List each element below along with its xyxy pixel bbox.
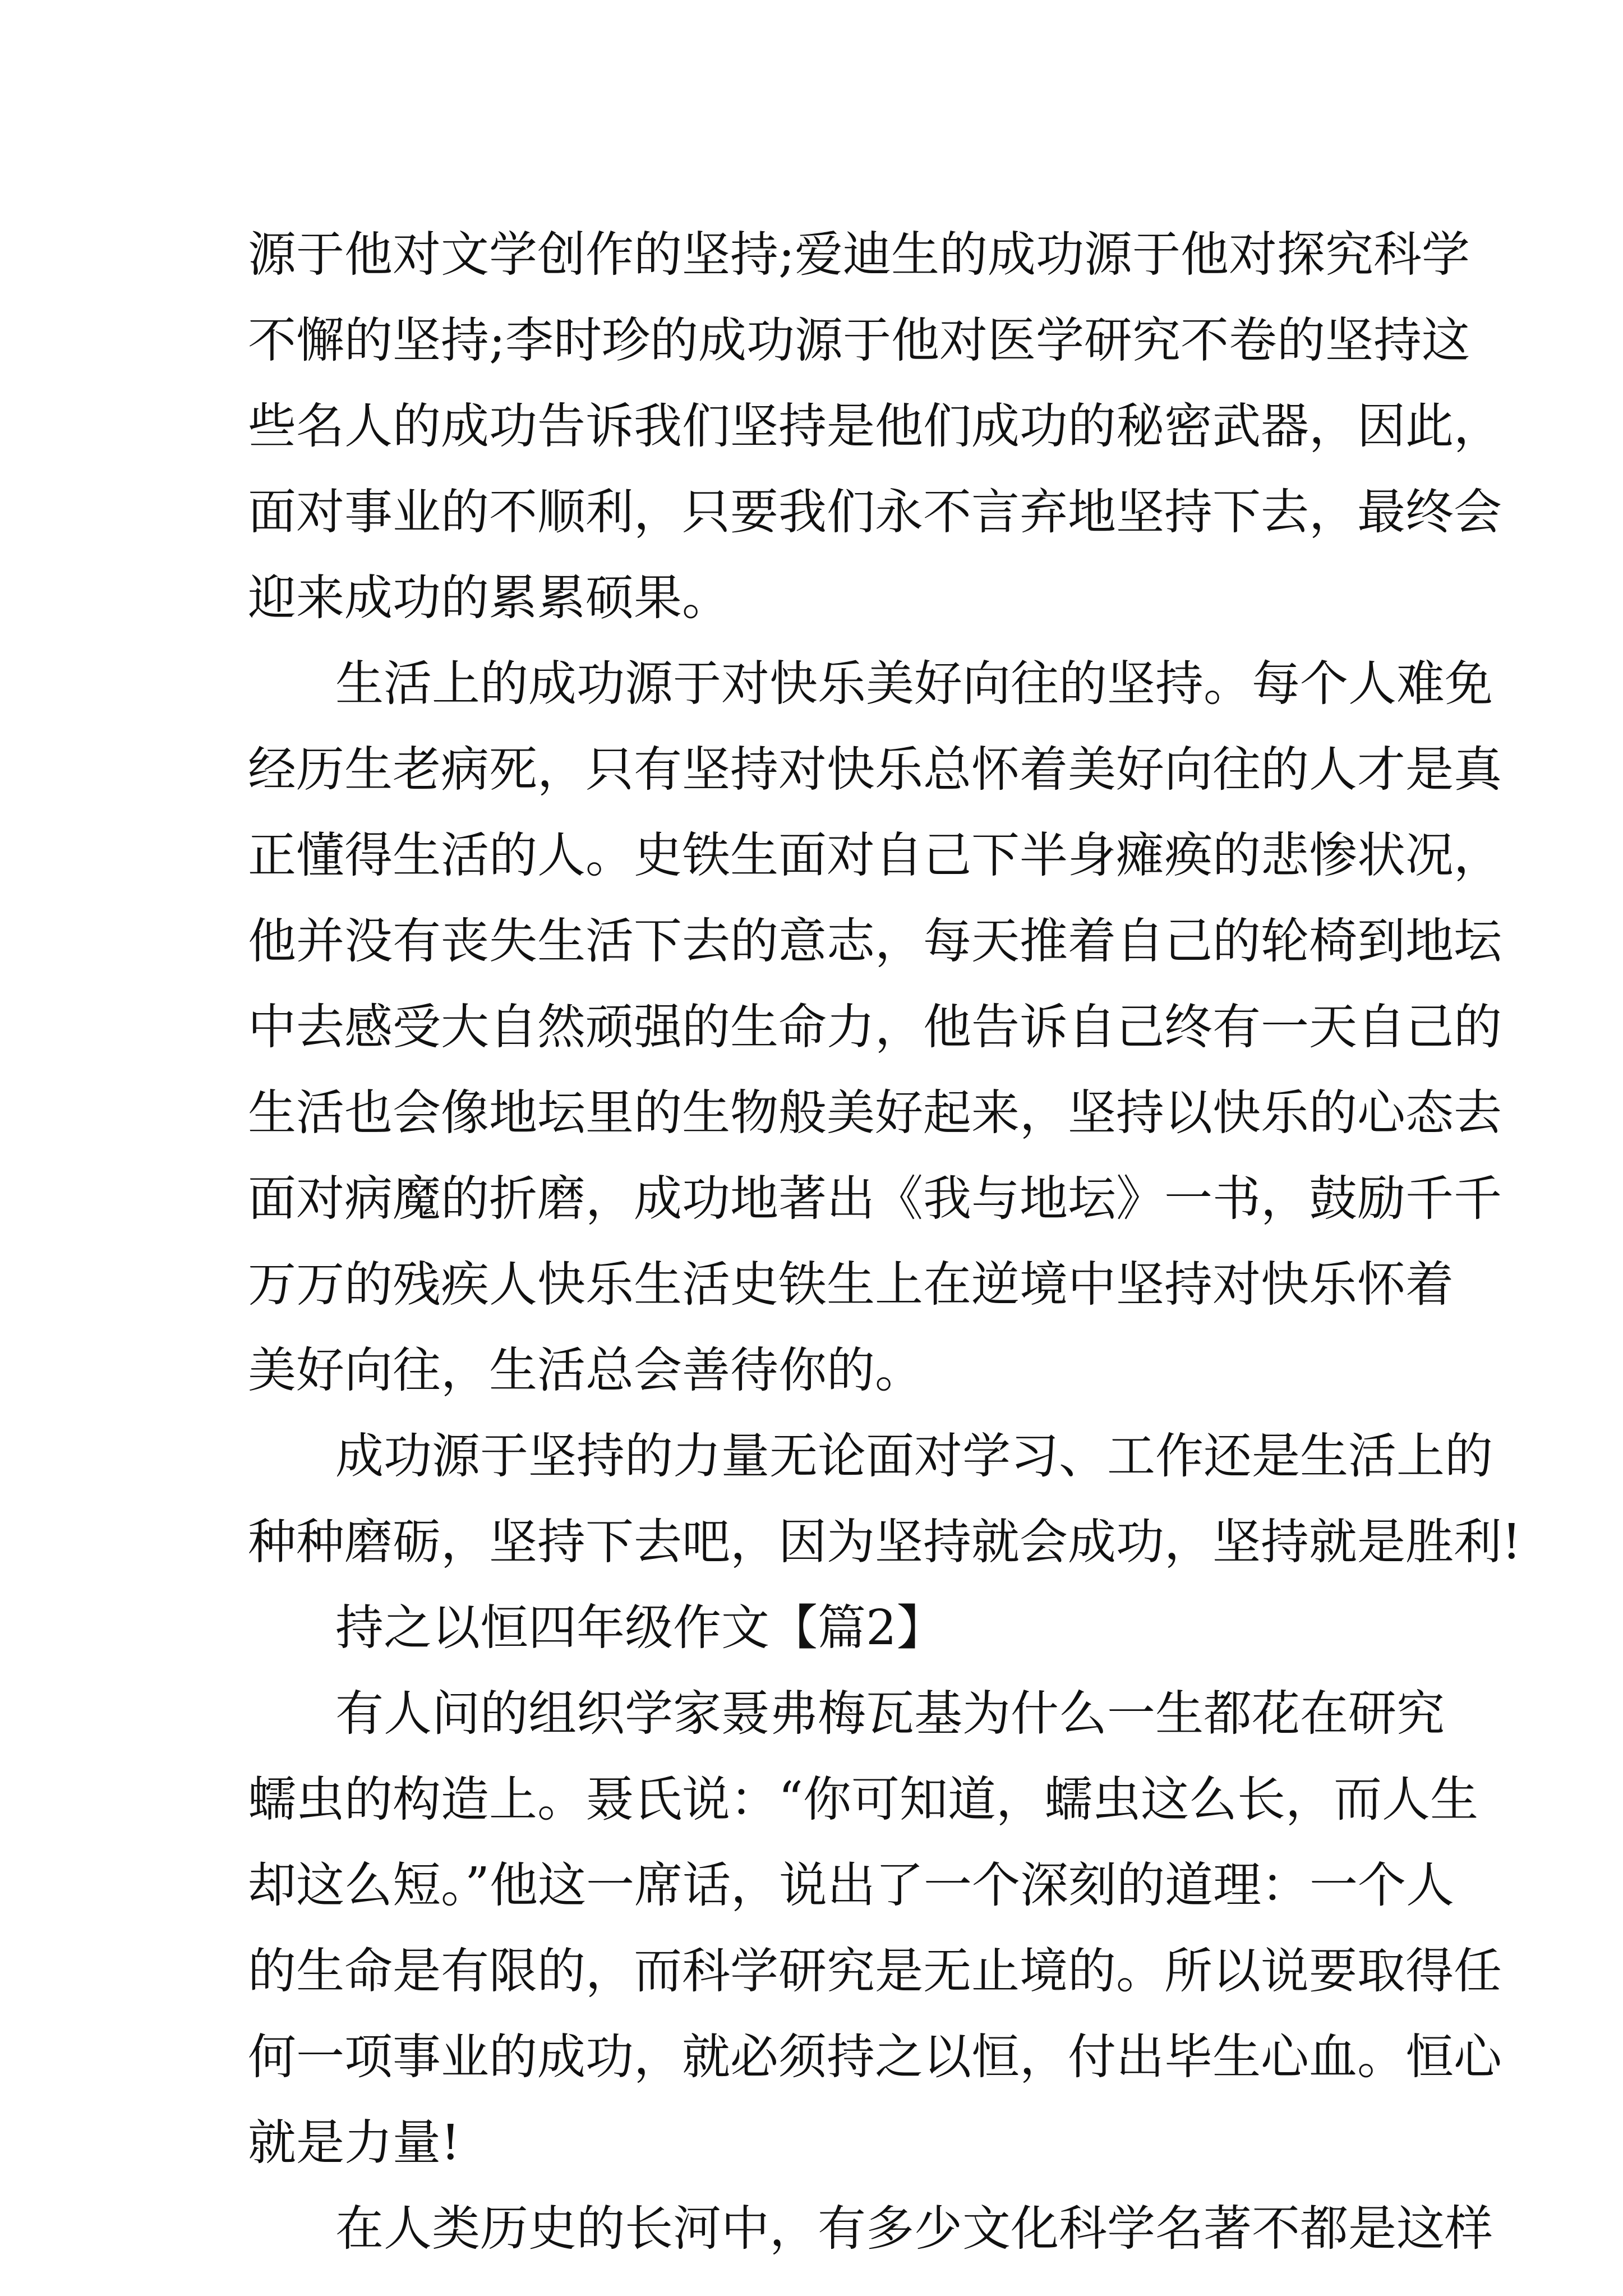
text-line: 经历生老病死，只有坚持对快乐总怀着美好向往的人才是真 (248, 742, 1502, 798)
text-line: 的生命是有限的，而科学研究是无止境的。所以说要取得任 (248, 1943, 1502, 1999)
paragraph-conclusion (248, 1414, 1521, 1585)
text-line: 万万的残疾人快乐生活史铁生上在逆境中坚持对快乐怀着 (248, 1257, 1454, 1313)
text-line: 面对病魔的折磨，成功地著出《我与地坛》一书，鼓励千千 (248, 1171, 1502, 1227)
text-line: 种种磨砺，坚持下去吧，因为坚持就会成功，坚持就是胜利! (248, 1514, 1521, 1570)
text-line: 蠕虫的构造上。聂氏说：“你可知道，蠕虫这么长，而人生 (248, 1772, 1478, 1828)
body-text (248, 212, 1521, 2272)
paragraph-history (248, 2186, 1493, 2272)
text-line: 不懈的坚持;李时珍的成功源于他对医学研究不卷的坚持这 (248, 312, 1470, 369)
section-title: 持之以恒四年级作文【篇2】 (335, 1600, 945, 1656)
text-line: 何一项事业的成功，就必须持之以恒，付出毕生心血。恒心 (248, 2029, 1502, 2085)
text-line: 生活上的成功源于对快乐美好向往的坚持。每个人难免 (335, 656, 1493, 712)
text-line: 生活也会像地坛里的生物般美好起来，坚持以快乐的心态去 (248, 1085, 1502, 1141)
paragraph-success-of-famous-people (248, 212, 1502, 641)
text-line: 源于他对文学创作的坚持;爱迪生的成功源于他对探究科学 (248, 227, 1470, 283)
text-line: 有人问的组织学家聂弗梅瓦基为什么一生都花在研究 (335, 1686, 1445, 1742)
section-heading (248, 1585, 1403, 1671)
text-line: 正懂得生活的人。史铁生面对自己下半身瘫痪的悲惨状况， (248, 827, 1502, 884)
text-line: 就是力量! (248, 2115, 460, 2171)
text-line: 他并没有丧失生活下去的意志，每天推着自己的轮椅到地坛 (248, 913, 1502, 969)
paragraph-life-success (248, 641, 1502, 1414)
text-line: 在人类历史的长河中，有多少文化科学名著不都是这样 (335, 2201, 1493, 2257)
paragraph-earthworm-story (248, 1671, 1502, 2186)
text-line: 却这么短。”他这一席话，说出了一个深刻的道理：一个人 (248, 1857, 1454, 1913)
text-line: 成功源于坚持的力量无论面对学习、工作还是生活上的 (335, 1428, 1493, 1484)
text-line: 迎来成功的累累硕果。 (248, 570, 730, 626)
text-line: 中去感受大自然顽强的生命力，他告诉自己终有一天自己的 (248, 999, 1502, 1055)
text-line: 面对事业的不顺利，只要我们永不言弃地坚持下去，最终会 (248, 484, 1502, 540)
text-line: 些名人的成功告诉我们坚持是他们成功的秘密武器，因此， (248, 398, 1502, 454)
text-line: 美好向往，生活总会善待你的。 (248, 1342, 923, 1398)
